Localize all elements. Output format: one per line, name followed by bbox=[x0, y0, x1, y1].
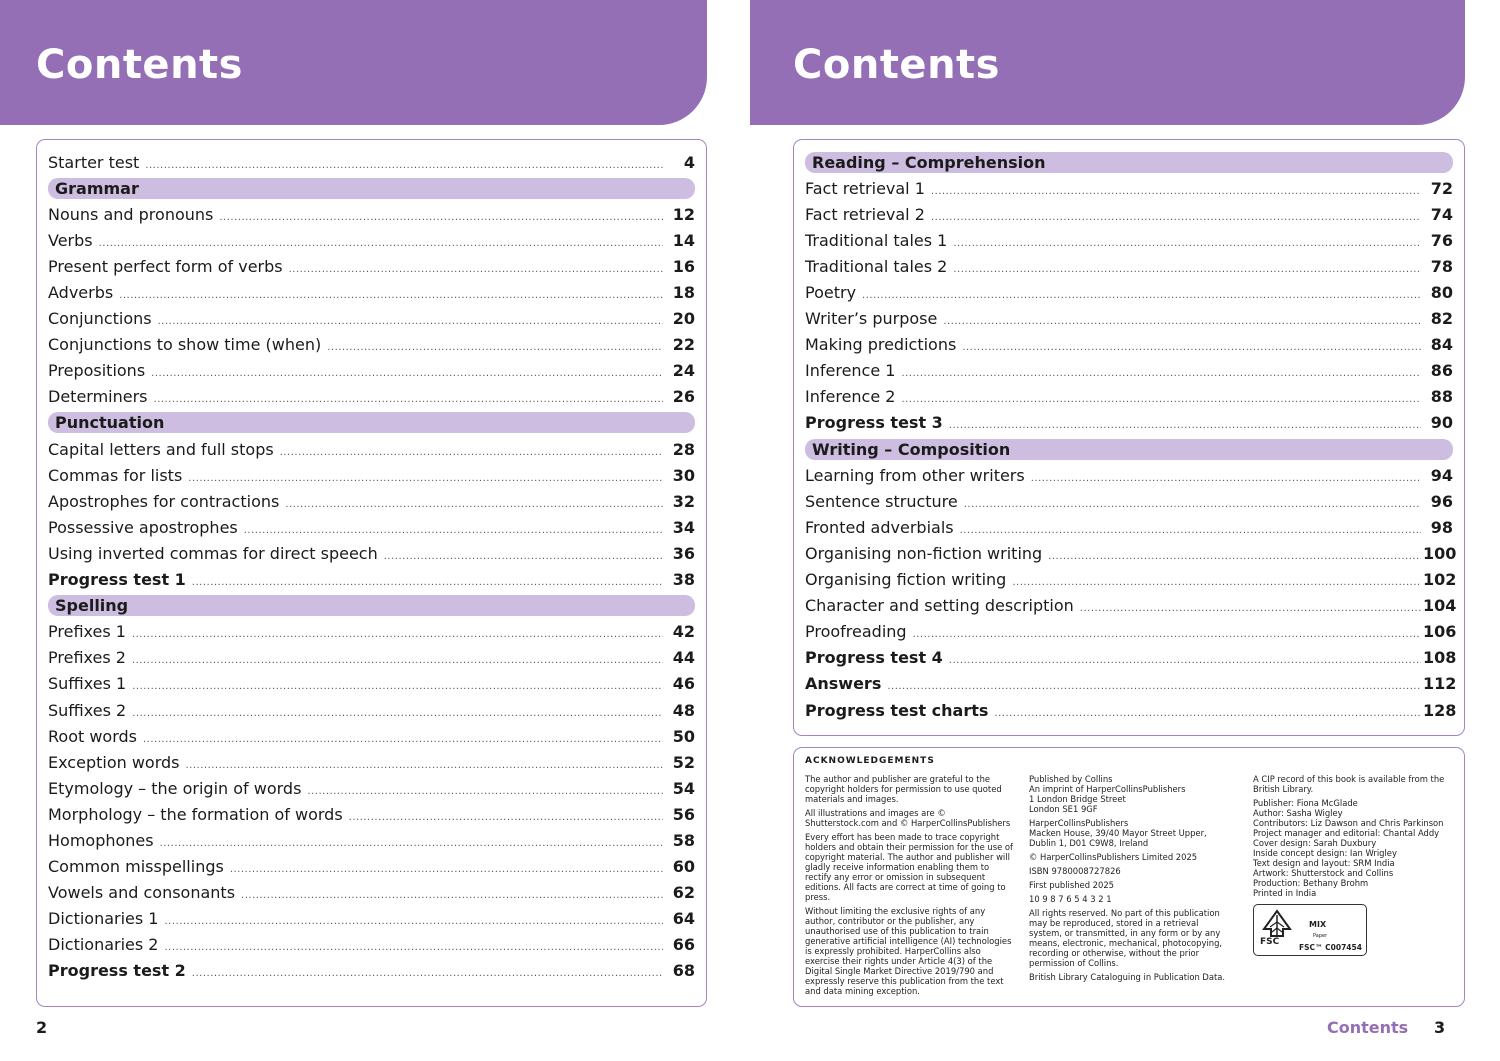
dot-leader bbox=[186, 760, 664, 771]
ack-paragraph bbox=[1029, 908, 1234, 968]
toc-entry-title: Fact retrieval 1 bbox=[805, 178, 925, 198]
dot-leader bbox=[132, 681, 663, 692]
toc-entry-page: 90 bbox=[1430, 413, 1453, 433]
toc-entry bbox=[48, 645, 695, 671]
toc-entry bbox=[805, 175, 1453, 201]
dot-leader bbox=[901, 368, 1421, 379]
dot-leader bbox=[160, 838, 663, 849]
toc-entry-page: 34 bbox=[672, 517, 695, 537]
right-banner bbox=[750, 0, 1465, 125]
toc-entry bbox=[805, 488, 1453, 514]
toc-entry-page: 50 bbox=[672, 726, 695, 746]
dot-leader bbox=[887, 681, 1421, 692]
toc-entry bbox=[805, 567, 1457, 593]
toc-entry-page: 104 bbox=[1423, 596, 1457, 616]
ack-line: Contributors: Liz Dawson and Chris Parkinson bbox=[1253, 818, 1444, 828]
toc-entry-page: 36 bbox=[672, 543, 695, 563]
ack-line: Artwork: Shutterstock and Collins bbox=[1253, 868, 1394, 878]
toc-entry-title: Progress test charts bbox=[805, 700, 989, 720]
dot-leader bbox=[164, 916, 663, 927]
fsc-mix: MIX bbox=[1309, 920, 1327, 929]
toc-entry bbox=[805, 279, 1453, 305]
toc-entry bbox=[48, 488, 695, 514]
toc-entry bbox=[48, 619, 695, 645]
dot-leader bbox=[280, 447, 663, 458]
dot-leader bbox=[151, 368, 663, 379]
toc-entry-page: 30 bbox=[672, 465, 695, 485]
toc-entry bbox=[805, 358, 1453, 384]
dot-leader bbox=[1031, 473, 1421, 484]
toc-entry-page: 62 bbox=[672, 883, 695, 903]
dot-leader bbox=[913, 629, 1421, 640]
toc-entry-page: 32 bbox=[672, 491, 695, 511]
dot-leader bbox=[241, 890, 663, 901]
dot-leader bbox=[901, 394, 1421, 405]
toc-entry-page: 46 bbox=[672, 674, 695, 694]
toc-entry bbox=[805, 201, 1453, 227]
toc-entry bbox=[48, 540, 695, 566]
acknowledgements-box bbox=[793, 747, 1465, 1007]
right-toc-list bbox=[805, 149, 1457, 723]
dot-leader bbox=[188, 473, 663, 484]
dot-leader bbox=[192, 577, 663, 588]
toc-entry-page: 28 bbox=[672, 439, 695, 459]
dot-leader bbox=[307, 786, 663, 797]
ack-line: Printed in India bbox=[1253, 888, 1317, 898]
dot-leader bbox=[962, 342, 1421, 353]
dot-leader bbox=[943, 316, 1421, 327]
right-page-title: Contents bbox=[793, 42, 1000, 88]
left-toc-box bbox=[36, 139, 707, 1007]
toc-entry bbox=[805, 332, 1453, 358]
dot-leader bbox=[327, 342, 663, 353]
section-heading bbox=[48, 175, 695, 201]
toc-entry-title: Character and setting description bbox=[805, 596, 1074, 616]
toc-entry-page: 64 bbox=[672, 909, 695, 929]
dot-leader bbox=[285, 499, 663, 510]
dot-leader bbox=[931, 212, 1421, 223]
section-heading-label: Grammar bbox=[48, 178, 695, 199]
toc-entry-title: Homophones bbox=[48, 830, 154, 850]
ack-paragraph bbox=[1029, 818, 1234, 848]
toc-entry-title: Organising fiction writing bbox=[805, 570, 1007, 590]
left-page bbox=[0, 0, 707, 1061]
toc-entry bbox=[805, 540, 1457, 566]
right-folio: 3 bbox=[1434, 1018, 1446, 1037]
dot-leader bbox=[154, 394, 663, 405]
toc-entry-title: Prepositions bbox=[48, 361, 146, 381]
toc-entry bbox=[805, 514, 1453, 540]
acknowledgements-heading: ACKNOWLEDGEMENTS bbox=[805, 756, 935, 766]
toc-entry-page: 86 bbox=[1430, 361, 1453, 381]
toc-entry-page: 84 bbox=[1430, 335, 1453, 355]
toc-entry-page: 22 bbox=[672, 335, 695, 355]
ack-line: An imprint of HarperCollinsPublishers bbox=[1029, 784, 1186, 794]
toc-entry-title: Suffixes 1 bbox=[48, 674, 127, 694]
toc-entry bbox=[48, 436, 695, 462]
toc-entry bbox=[805, 306, 1453, 332]
dot-leader bbox=[1048, 551, 1421, 562]
fsc-word: FSC bbox=[1260, 937, 1280, 947]
toc-entry-title: Starter test bbox=[48, 152, 140, 172]
dot-leader bbox=[349, 812, 663, 823]
toc-entry bbox=[48, 697, 695, 723]
toc-entry-title: Etymology – the origin of words bbox=[48, 778, 302, 798]
ack-paragraph bbox=[1253, 774, 1458, 794]
dot-leader bbox=[289, 264, 663, 275]
toc-entry-page: 60 bbox=[672, 857, 695, 877]
toc-entry-page: 42 bbox=[672, 622, 695, 642]
toc-entry-page: 96 bbox=[1430, 491, 1453, 511]
dot-leader bbox=[132, 655, 663, 666]
toc-entry bbox=[805, 462, 1453, 488]
toc-entry-title: Morphology – the formation of words bbox=[48, 804, 343, 824]
toc-entry-title: Prefixes 2 bbox=[48, 648, 126, 668]
ack-line: 1 London Bridge Street bbox=[1029, 794, 1126, 804]
section-heading bbox=[48, 593, 695, 619]
toc-entry bbox=[48, 462, 695, 488]
toc-entry-title: Inference 1 bbox=[805, 361, 896, 381]
toc-entry-title: Fronted adverbials bbox=[805, 517, 954, 537]
ack-line: Author: Sasha Wigley bbox=[1253, 808, 1343, 818]
toc-entry-title: Suffixes 2 bbox=[48, 700, 127, 720]
toc-entry-page: 80 bbox=[1430, 283, 1453, 303]
dot-leader bbox=[192, 968, 663, 979]
toc-entry bbox=[805, 593, 1457, 619]
toc-entry-page: 76 bbox=[1430, 230, 1453, 250]
toc-entry bbox=[48, 827, 695, 853]
dot-leader bbox=[158, 316, 663, 327]
dot-leader bbox=[145, 160, 663, 171]
toc-entry-page: 128 bbox=[1423, 700, 1457, 720]
fsc-logo bbox=[1253, 904, 1367, 956]
toc-entry-page: 20 bbox=[672, 309, 695, 329]
toc-entry-page: 54 bbox=[672, 778, 695, 798]
ack-paragraph: The author and publisher are grateful to the copyright holders for permission to use quoted materials and images. bbox=[805, 774, 1002, 804]
toc-entry bbox=[805, 227, 1453, 253]
ack-line: Inside concept design: Ian Wrigley bbox=[1253, 848, 1397, 858]
toc-entry-page: 16 bbox=[672, 256, 695, 276]
dot-leader bbox=[119, 290, 663, 301]
ack-line: Cover design: Sarah Duxbury bbox=[1253, 838, 1377, 848]
ack-paragraph bbox=[1029, 774, 1234, 814]
section-heading bbox=[805, 436, 1453, 462]
ack-line: British Library Cataloguing in Publication Data. bbox=[1029, 972, 1226, 982]
toc-entry-title: Organising non-fiction writing bbox=[805, 543, 1043, 563]
ack-paragraph: Every effort has been made to trace copyright holders and obtain their permission for the use of copyright material. The author and publisher will gladly receive information enabling them to rectify any error or omission in subsequent editions. All facts are correct at time of going to press. bbox=[805, 832, 1013, 902]
toc-entry-title: Prefixes 1 bbox=[48, 622, 126, 642]
section-heading-label: Spelling bbox=[48, 595, 695, 616]
ack-paragraph bbox=[1029, 972, 1234, 982]
dot-leader bbox=[219, 212, 663, 223]
toc-entry-page: 18 bbox=[672, 283, 695, 303]
toc-entry-title: Dictionaries 1 bbox=[48, 909, 159, 929]
toc-entry bbox=[805, 619, 1457, 645]
ack-line: Macken House, 39/40 Mayor Street Upper, bbox=[1029, 828, 1207, 838]
toc-entry bbox=[805, 697, 1457, 723]
toc-entry-page: 14 bbox=[672, 230, 695, 250]
toc-entry bbox=[48, 279, 695, 305]
ack-line: ISBN 9780008727826 bbox=[1029, 866, 1121, 876]
toc-entry bbox=[48, 906, 695, 932]
toc-entry bbox=[48, 227, 695, 253]
left-toc-list bbox=[48, 149, 695, 984]
toc-entry-title: Writer’s purpose bbox=[805, 309, 938, 329]
acknowledgements-column-3 bbox=[1253, 774, 1458, 956]
dot-leader bbox=[143, 734, 663, 745]
toc-entry-page: 56 bbox=[672, 804, 695, 824]
toc-entry bbox=[805, 410, 1453, 436]
toc-entry-title: Making predictions bbox=[805, 335, 957, 355]
ack-line: Text design and layout: SRM India bbox=[1253, 858, 1395, 868]
toc-entry bbox=[48, 775, 695, 801]
dot-leader bbox=[99, 238, 663, 249]
toc-entry-page: 78 bbox=[1430, 256, 1453, 276]
toc-entry-page: 82 bbox=[1430, 309, 1453, 329]
toc-entry-title: Progress test 4 bbox=[805, 648, 943, 668]
toc-entry-page: 100 bbox=[1423, 543, 1457, 563]
toc-entry bbox=[805, 253, 1453, 279]
ack-line: 10 9 8 7 6 5 4 3 2 1 bbox=[1029, 894, 1112, 904]
toc-entry bbox=[48, 958, 695, 984]
toc-entry-title: Proofreading bbox=[805, 622, 907, 642]
ack-line: Published by Collins bbox=[1029, 774, 1113, 784]
ack-line: First published 2025 bbox=[1029, 880, 1114, 890]
acknowledgements-column-1 bbox=[805, 774, 1015, 1000]
dot-leader bbox=[949, 655, 1421, 666]
ack-paragraph bbox=[1029, 880, 1234, 890]
ack-line: HarperCollinsPublishers bbox=[1029, 818, 1129, 828]
dot-leader bbox=[164, 942, 663, 953]
section-heading-label: Reading – Comprehension bbox=[805, 152, 1453, 173]
ack-paragraph bbox=[1029, 866, 1234, 876]
toc-entry bbox=[48, 801, 695, 827]
toc-entry-page: 52 bbox=[672, 752, 695, 772]
toc-entry-page: 74 bbox=[1430, 204, 1453, 224]
dot-leader bbox=[953, 238, 1421, 249]
toc-entry-title: Dictionaries 2 bbox=[48, 935, 159, 955]
ack-line: London SE1 9GF bbox=[1029, 804, 1098, 814]
toc-entry-title: Verbs bbox=[48, 230, 93, 250]
ack-line: Project manager and editorial: Chantal Addy bbox=[1253, 828, 1440, 838]
toc-entry-title: Progress test 3 bbox=[805, 413, 943, 433]
toc-entry bbox=[48, 384, 695, 410]
toc-entry-title: Learning from other writers bbox=[805, 465, 1025, 485]
ack-paragraph bbox=[1029, 894, 1234, 904]
toc-entry-title: Sentence structure bbox=[805, 491, 958, 511]
left-banner bbox=[0, 0, 707, 125]
toc-entry bbox=[48, 514, 695, 540]
running-head: Contents bbox=[1327, 1018, 1409, 1037]
dot-leader bbox=[1012, 577, 1421, 588]
section-heading-label: Writing – Composition bbox=[805, 439, 1453, 460]
ack-line: All rights reserved. No part of this publication may be reproduced, stored in a retrieval system, or transmitted, in any form or by any means, electronic, mechanical, photocopying, recording or otherwise, without the prior permission of Collins. bbox=[1029, 908, 1223, 968]
toc-entry bbox=[805, 384, 1453, 410]
toc-entry-title: Poetry bbox=[805, 283, 857, 303]
dot-leader bbox=[964, 499, 1421, 510]
toc-entry-page: 112 bbox=[1423, 674, 1457, 694]
dot-leader bbox=[132, 629, 663, 640]
toc-entry-title: Conjunctions bbox=[48, 309, 152, 329]
toc-entry-title: Adverbs bbox=[48, 283, 114, 303]
toc-entry-title: Capital letters and full stops bbox=[48, 439, 274, 459]
toc-entry-title: Root words bbox=[48, 726, 137, 746]
toc-entry-title: Apostrophes for contractions bbox=[48, 491, 280, 511]
ack-paragraph bbox=[1253, 798, 1458, 898]
toc-entry bbox=[48, 358, 695, 384]
ack-paragraph: Without limiting the exclusive rights of any author, contributor or the publisher, any unauthorised use of this publication to train generative artificial intelligence (AI) technologies is expressly prohibited. HarperCollins also exercise their rights under Article 4(3) of the Digital Single Market Directive 2019/790 and expressly reserve this publication from the text and data mining exception. bbox=[805, 906, 1012, 996]
ack-line: Dublin 1, D01 C9W8, Ireland bbox=[1029, 838, 1149, 848]
toc-entry bbox=[48, 201, 695, 227]
toc-entry bbox=[48, 932, 695, 958]
toc-entry bbox=[48, 332, 695, 358]
toc-entry-title: Common misspellings bbox=[48, 857, 224, 877]
dot-leader bbox=[384, 551, 663, 562]
toc-entry-page: 108 bbox=[1423, 648, 1457, 668]
toc-entry-page: 48 bbox=[672, 700, 695, 720]
toc-entry-title: Vowels and consonants bbox=[48, 883, 236, 903]
right-toc-box bbox=[793, 139, 1465, 736]
toc-entry bbox=[805, 671, 1457, 697]
toc-entry-page: 72 bbox=[1430, 178, 1453, 198]
acknowledgements-column-2 bbox=[1029, 774, 1234, 986]
left-folio: 2 bbox=[36, 1018, 48, 1037]
toc-entry bbox=[48, 253, 695, 279]
dot-leader bbox=[132, 708, 663, 719]
toc-entry-title: Traditional tales 1 bbox=[805, 230, 948, 250]
toc-entry-title: Inference 2 bbox=[805, 387, 896, 407]
toc-entry-page: 106 bbox=[1423, 622, 1457, 642]
ack-line: © HarperCollinsPublishers Limited 2025 bbox=[1029, 852, 1198, 862]
toc-entry-page: 68 bbox=[672, 961, 695, 981]
toc-entry-title: Commas for lists bbox=[48, 465, 183, 485]
dot-leader bbox=[1080, 603, 1421, 614]
toc-entry-page: 26 bbox=[672, 387, 695, 407]
toc-entry bbox=[48, 854, 695, 880]
dot-leader bbox=[230, 864, 663, 875]
toc-entry-title: Exception words bbox=[48, 752, 180, 772]
toc-entry-page: 66 bbox=[672, 935, 695, 955]
toc-entry bbox=[805, 645, 1457, 671]
toc-entry-page: 44 bbox=[672, 648, 695, 668]
toc-entry bbox=[48, 567, 695, 593]
right-page bbox=[750, 0, 1465, 1061]
toc-entry bbox=[48, 880, 695, 906]
toc-entry-page: 12 bbox=[672, 204, 695, 224]
toc-entry-title: Progress test 1 bbox=[48, 570, 186, 590]
left-page-title: Contents bbox=[36, 42, 243, 88]
toc-entry-title: Fact retrieval 2 bbox=[805, 204, 925, 224]
toc-entry-title: Conjunctions to show time (when) bbox=[48, 335, 322, 355]
fsc-paper: Paper bbox=[1313, 933, 1328, 939]
ack-line: A CIP record of this book is available from the British Library. bbox=[1253, 774, 1445, 794]
toc-entry-page: 88 bbox=[1430, 387, 1453, 407]
section-heading-label: Punctuation bbox=[48, 412, 695, 433]
toc-entry-title: Present perfect form of verbs bbox=[48, 256, 283, 276]
toc-entry-page: 4 bbox=[683, 152, 695, 172]
section-heading bbox=[805, 149, 1453, 175]
toc-entry-title: Traditional tales 2 bbox=[805, 256, 948, 276]
dot-leader bbox=[953, 264, 1421, 275]
dot-leader bbox=[994, 708, 1421, 719]
toc-entry bbox=[48, 723, 695, 749]
dot-leader bbox=[862, 290, 1421, 301]
toc-entry bbox=[48, 749, 695, 775]
fsc-code: FSC™ C007454 bbox=[1299, 943, 1362, 952]
toc-entry-title: Possessive apostrophes bbox=[48, 517, 238, 537]
toc-entry bbox=[48, 306, 695, 332]
toc-entry bbox=[48, 671, 695, 697]
ack-line: Production: Bethany Brohm bbox=[1253, 878, 1369, 888]
toc-entry-page: 24 bbox=[672, 361, 695, 381]
dot-leader bbox=[931, 186, 1421, 197]
section-heading bbox=[48, 410, 695, 436]
toc-entry-title: Answers bbox=[805, 674, 882, 694]
toc-entry bbox=[48, 149, 695, 175]
toc-entry-title: Nouns and pronouns bbox=[48, 204, 214, 224]
ack-paragraph: All illustrations and images are © Shutterstock.com and © HarperCollinsPublishers bbox=[805, 808, 1011, 828]
toc-entry-page: 98 bbox=[1430, 517, 1453, 537]
toc-entry-page: 58 bbox=[672, 830, 695, 850]
toc-entry-title: Using inverted commas for direct speech bbox=[48, 543, 378, 563]
toc-entry-page: 102 bbox=[1423, 570, 1457, 590]
dot-leader bbox=[244, 525, 663, 536]
toc-entry-title: Progress test 2 bbox=[48, 961, 186, 981]
dot-leader bbox=[960, 525, 1421, 536]
ack-line: Publisher: Fiona McGlade bbox=[1253, 798, 1358, 808]
toc-entry-page: 38 bbox=[672, 570, 695, 590]
toc-entry-title: Determiners bbox=[48, 387, 148, 407]
toc-entry-page: 94 bbox=[1430, 465, 1453, 485]
ack-paragraph bbox=[1029, 852, 1234, 862]
dot-leader bbox=[949, 420, 1421, 431]
